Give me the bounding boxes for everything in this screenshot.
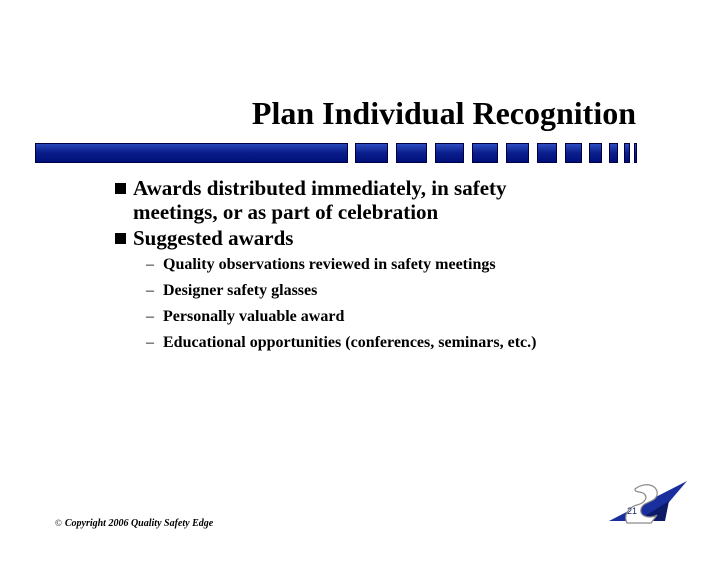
sub-bullet-text: Educational opportunities (conferences, seminars, etc.): [163, 334, 537, 351]
bullet-text-line: meetings, or as part of celebration: [133, 200, 439, 224]
sub-bullet-item: [146, 330, 653, 356]
title-bar-segment: [435, 143, 464, 163]
copyright-footer: [55, 518, 213, 529]
sub-bullet-text: Designer safety glasses: [163, 282, 318, 299]
slide-title: Plan Individual Recognition: [251, 95, 636, 131]
sub-bullet-text: Personally valuable award: [163, 308, 345, 325]
bullet-text-line: Awards distributed immediately, in safety: [133, 176, 507, 200]
sub-bullet-item: [146, 278, 653, 304]
bullet-text: Suggested awards: [133, 226, 294, 250]
sub-bullet-list: [146, 252, 653, 356]
bullet-item: [113, 176, 653, 224]
title-bar-segment: [624, 143, 630, 163]
dash-bullet-icon: –: [146, 256, 154, 273]
title-bar-segment: [396, 143, 427, 163]
title-bar-segment: [506, 143, 529, 163]
title-decoration-bar: [35, 143, 637, 163]
title-bar-segment: [537, 143, 557, 163]
page-number: 21: [627, 506, 638, 516]
quality-safety-edge-logo: [607, 477, 687, 525]
title-bar-segment: [565, 143, 582, 163]
sub-bullet-text: Quality observations reviewed in safety meetings: [163, 256, 496, 273]
sub-bullet-item: [146, 304, 653, 330]
square-bullet-icon: [115, 183, 126, 194]
copyright-text: Copyright 2006 Quality Safety Edge: [64, 518, 214, 529]
dash-bullet-icon: –: [146, 282, 154, 299]
dash-bullet-icon: –: [146, 308, 154, 325]
title-bar-segment: [589, 143, 602, 163]
title-bar-segment: [355, 143, 388, 163]
title-bar-segment: [472, 143, 498, 163]
title-bar-segment: [634, 143, 637, 163]
square-bullet-icon: [115, 233, 126, 244]
bullet-list: [113, 176, 653, 356]
title-bar-segment: [609, 143, 618, 163]
title-bar-main: [35, 143, 348, 163]
dash-bullet-icon: –: [146, 334, 154, 351]
bullet-item: [113, 226, 653, 250]
copyright-symbol: ©: [55, 518, 62, 528]
sub-bullet-item: [146, 252, 653, 278]
